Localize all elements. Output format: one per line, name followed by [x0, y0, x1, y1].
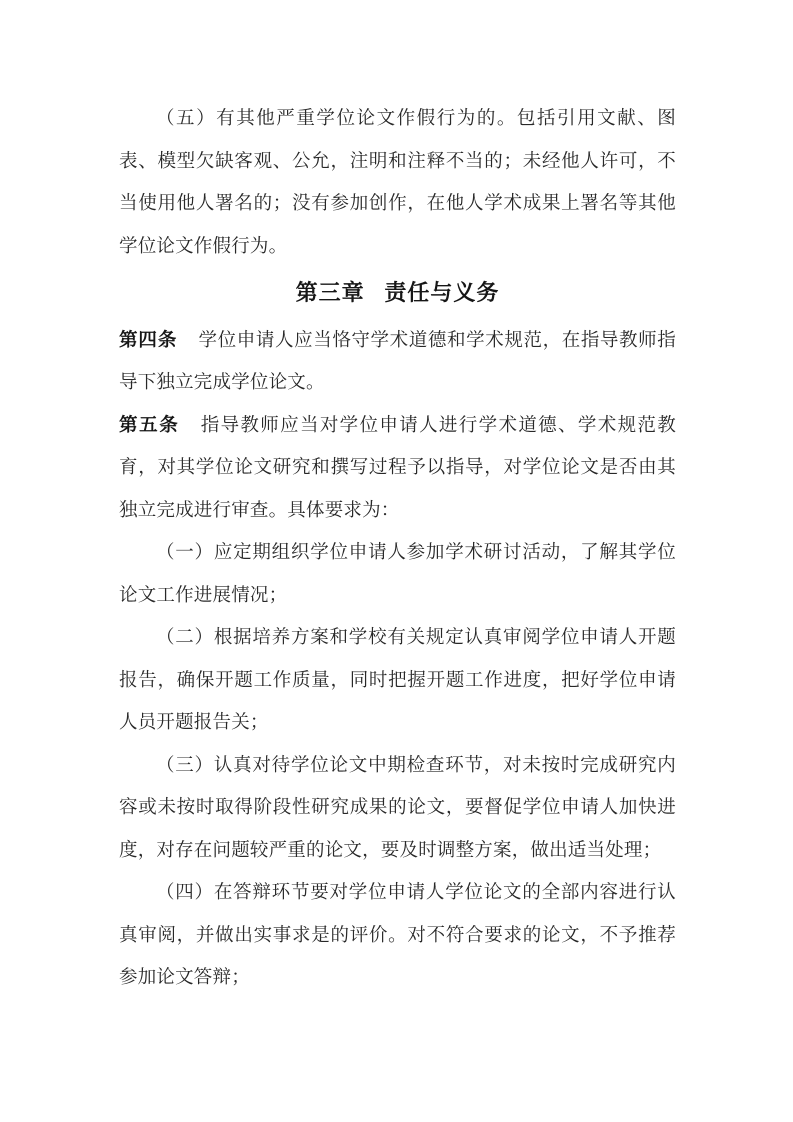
paragraph-item-1: （一）应定期组织学位申请人参加学术研讨活动，了解其学位论文工作进展情况；: [119, 543, 676, 606]
paragraph-clause-5: （五）有其他严重学位论文作假行为的。包括引用文献、图表、模型欠缺客观、公允，注明和注释不当的；未经他人许可，不当使用他人署名的；没有参加创作，在他人学术成果上署名等其他学位论文作假行为。: [119, 109, 676, 257]
chapter-title: 责任与义务: [384, 280, 500, 305]
article-number-5: 第五条: [119, 415, 180, 436]
paragraph-item-2: （二）根据培养方案和学校有关规定认真审阅学位申请人开题报告，确保开题工作质量，同时把握开题工作进度，把好学位申请人员开题报告关；: [119, 628, 676, 733]
article-number-4: 第四条: [119, 330, 178, 351]
paragraph-item-3: （三）认真对待学位论文中期检查环节，对未按时完成研究内容或未按时取得阶段性研究成果的论文，要督促学位申请人加快进度，对存在问题较严重的论文，要及时调整方案，做出适当处理；: [119, 755, 676, 861]
chapter-heading: [119, 272, 676, 315]
article-paragraph-5: [119, 405, 676, 533]
article-text-5: 指导教师应当对学位申请人进行学术道德、学术规范教育，对其学位论文研究和撰写过程予以指导，对学位论文是否由其独立完成进行审查。具体要求为：: [119, 415, 676, 521]
document-content: [119, 98, 676, 1000]
article-paragraph-4: [119, 320, 676, 405]
paragraph-item-4: （四）在答辩环节要对学位申请人学位论文的全部内容进行认真审阅，并做出实事求是的评价。对不符合要求的论文，不予推荐参加论文答辩；: [119, 883, 676, 988]
chapter-number: 第三章: [295, 280, 365, 305]
article-text-4: 学位申请人应当恪守学术道德和学术规范，在指导教师指导下独立完成学位论文。: [119, 330, 676, 393]
